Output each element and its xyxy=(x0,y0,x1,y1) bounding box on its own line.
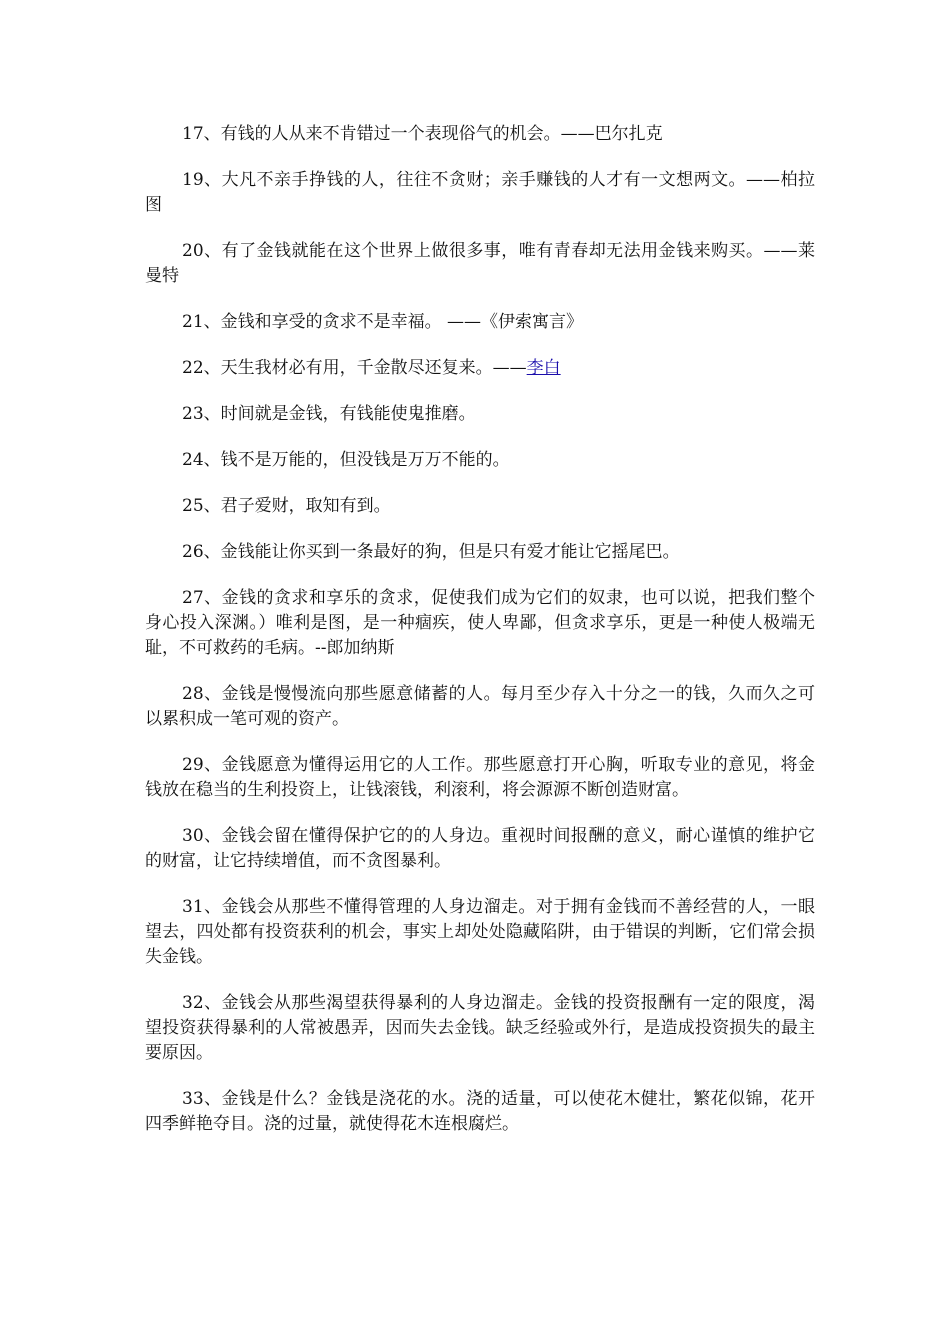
quote-paragraph-33 xyxy=(145,1087,815,1137)
quote-text: 27、金钱的贪求和享乐的贪求，促使我们成为它们的奴隶，也可以说，把我们整个身心投入深渊。）唯利是图，是一种痼疾，使人卑鄙，但贪求享乐，更是一种使人极端无耻，不可救药的毛病。--郎加纳斯 xyxy=(145,588,815,658)
quote-paragraph-25 xyxy=(145,494,815,519)
quote-paragraph-22 xyxy=(145,356,815,381)
quote-text: 20、有了金钱就能在这个世界上做很多事，唯有青春却无法用金钱来购买。——莱曼特 xyxy=(145,241,815,286)
quote-text: 24、钱不是万能的，但没钱是万万不能的。 xyxy=(182,450,510,470)
quote-paragraph-28 xyxy=(145,682,815,732)
quote-paragraph-26 xyxy=(145,540,815,565)
author-link-li-bai[interactable]: 李白 xyxy=(526,358,561,378)
quote-paragraph-30 xyxy=(145,824,815,874)
quote-text: 33、金钱是什么？金钱是浇花的水。浇的适量，可以使花木健壮，繁花似锦，花开四季鲜艳夺目。浇的过量，就使得花木连根腐烂。 xyxy=(145,1089,815,1134)
quote-paragraph-20 xyxy=(145,239,815,289)
quote-paragraph-21 xyxy=(145,310,815,335)
quote-paragraph-32 xyxy=(145,991,815,1066)
quote-text: 23、时间就是金钱，有钱能使鬼推磨。 xyxy=(182,404,476,424)
quote-text: 21、金钱和享受的贪求不是幸福。 ——《伊索寓言》 xyxy=(182,312,584,332)
quote-text: 28、金钱是慢慢流向那些愿意储蓄的人。每月至少存入十分之一的钱，久而久之可以累积成一笔可观的资产。 xyxy=(145,684,815,729)
quote-text: 17、有钱的人从来不肯错过一个表现俗气的机会。——巴尔扎克 xyxy=(182,124,663,144)
quote-paragraph-17 xyxy=(145,122,815,147)
quote-text: 22、天生我材必有用，千金散尽还复来。—— xyxy=(182,358,527,378)
quote-paragraph-29 xyxy=(145,753,815,803)
document-page xyxy=(145,122,815,1158)
quote-text: 25、君子爱财，取知有到。 xyxy=(182,496,391,516)
quote-paragraph-31 xyxy=(145,895,815,970)
quote-text: 32、金钱会从那些渴望获得暴利的人身边溜走。金钱的投资报酬有一定的限度，渴望投资获得暴利的人常被愚弄，因而失去金钱。缺乏经验或外行，是造成投资损失的最主要原因。 xyxy=(145,993,815,1063)
quote-text: 26、金钱能让你买到一条最好的狗，但是只有爱才能让它摇尾巴。 xyxy=(182,542,680,562)
quote-text: 19、大凡不亲手挣钱的人，往往不贪财；亲手赚钱的人才有一文想两文。——柏拉图 xyxy=(145,170,815,215)
quote-paragraph-24 xyxy=(145,448,815,473)
quote-paragraph-19 xyxy=(145,168,815,218)
quote-text: 31、金钱会从那些不懂得管理的人身边溜走。对于拥有金钱而不善经营的人，一眼望去，四处都有投资获利的机会，事实上却处处隐藏陷阱，由于错误的判断，它们常会损失金钱。 xyxy=(145,897,815,967)
quote-paragraph-23 xyxy=(145,402,815,427)
quote-text: 30、金钱会留在懂得保护它的的人身边。重视时间报酬的意义，耐心谨慎的维护它的财富，让它持续增值，而不贪图暴利。 xyxy=(145,826,815,871)
quote-paragraph-27 xyxy=(145,586,815,661)
quote-text: 29、金钱愿意为懂得运用它的人工作。那些愿意打开心胸，听取专业的意见，将金钱放在稳当的生利投资上，让钱滚钱，利滚利，将会源源不断创造财富。 xyxy=(145,755,815,800)
